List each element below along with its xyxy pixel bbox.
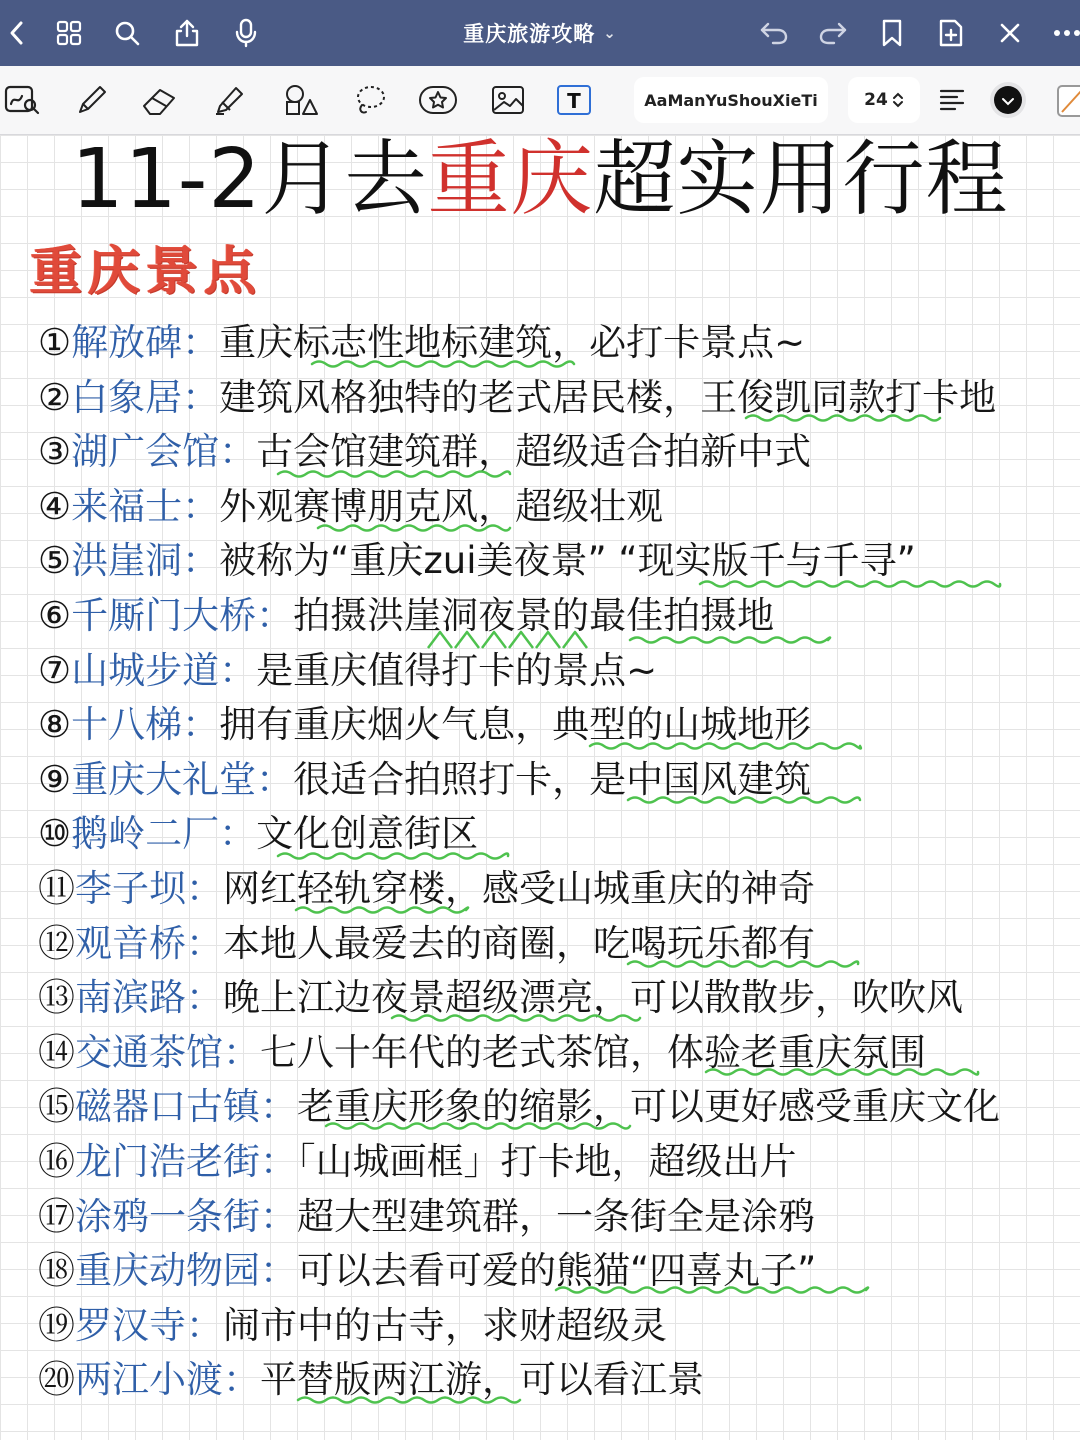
attraction-name: 湖广会馆 xyxy=(71,430,220,474)
attraction-name: 白象居 xyxy=(71,375,183,419)
item-number: ⑱ xyxy=(38,1249,75,1293)
colon-separator: ： xyxy=(182,484,220,528)
colon-separator: ： xyxy=(182,375,220,419)
wavy-underline xyxy=(326,1124,630,1129)
attraction-name: 千厮门大桥 xyxy=(71,593,257,637)
attraction-name: 龙门浩老街 xyxy=(75,1139,260,1183)
attraction-name: 观音桥 xyxy=(75,921,186,965)
colon-separator: ： xyxy=(219,648,257,692)
colon-separator: ： xyxy=(186,921,223,965)
attraction-name: 两江小渡 xyxy=(75,1358,223,1402)
section-title[interactable]: 重庆景点 xyxy=(30,242,263,302)
attraction-description: 晚上江边夜景超级漂亮，可以散散步，吹吹风 xyxy=(223,976,963,1020)
colon-separator: ： xyxy=(182,539,220,583)
item-number: ⑮ xyxy=(38,1085,75,1129)
attraction-description: 平替版两江游，可以看江景 xyxy=(260,1358,704,1402)
attraction-description: 本地人最爱去的商圈，吃喝玩乐都有 xyxy=(223,921,815,965)
item-number: ⑬ xyxy=(38,976,75,1020)
attraction-name: 重庆大礼堂 xyxy=(71,757,257,801)
attraction-description: 古会馆建筑群，超级适合拍新中式 xyxy=(256,430,812,474)
triangle-doodle xyxy=(536,632,560,648)
attraction-description: 是重庆值得打卡的景点~ xyxy=(256,648,658,692)
attraction-name: 来福士 xyxy=(71,484,183,528)
wavy-underline xyxy=(556,1288,868,1293)
item-number: ⑥ xyxy=(38,593,72,637)
attraction-name: 解放碑 xyxy=(71,321,183,364)
item-number: ⑫ xyxy=(38,921,75,965)
heading-part-3: 超实用行程 xyxy=(593,132,1009,227)
attraction-name: 交通茶馆 xyxy=(75,1030,223,1074)
wavy-underline xyxy=(628,798,860,803)
wavy-underline xyxy=(392,1016,640,1021)
colon-separator: ： xyxy=(260,1194,297,1238)
colon-separator: ： xyxy=(260,1249,297,1293)
wavy-underline xyxy=(700,582,1000,587)
colon-separator: ： xyxy=(223,1358,260,1402)
item-number: ⑰ xyxy=(38,1194,75,1238)
colon-separator: ： xyxy=(186,1303,223,1347)
attraction-name: 南滨路 xyxy=(75,976,186,1020)
item-number: ① xyxy=(38,321,72,364)
colon-separator: ： xyxy=(186,866,223,910)
item-number: ⑧ xyxy=(38,703,72,747)
attraction-description: 「山城画框」打卡地，超级出片 xyxy=(297,1139,797,1183)
triangle-doodle xyxy=(428,632,452,648)
item-number: ⑳ xyxy=(38,1358,75,1402)
wavy-underline xyxy=(298,1398,520,1403)
attraction-name: 洪崖洞 xyxy=(71,539,183,583)
wavy-underline xyxy=(278,472,510,477)
attraction-description: 拍摄洪崖洞夜景的最佳拍摄地 xyxy=(293,593,775,637)
attraction-description: 被称为“重庆zui美夜景” “现实版千与千寻” xyxy=(219,539,916,583)
wavy-underline xyxy=(312,362,574,367)
heading-part-1: 11-2月去 xyxy=(71,132,428,227)
item-number: ⑯ xyxy=(38,1139,75,1183)
colon-separator: ： xyxy=(219,812,257,856)
attraction-description: 网红轻轨穿楼，感受山城重庆的神奇 xyxy=(223,866,815,910)
item-number: ⑦ xyxy=(38,648,72,692)
colon-separator: ： xyxy=(256,593,294,637)
attraction-description: 外观赛博朋克风，超级壮观 xyxy=(219,484,664,528)
attraction-name: 磁器口古镇 xyxy=(75,1085,260,1129)
wavy-underline xyxy=(296,908,468,913)
item-number: ⑨ xyxy=(38,757,72,801)
item-number: ⑪ xyxy=(38,866,75,910)
font-size-label: 24 xyxy=(864,90,888,110)
attraction-description: 重庆标志性地标建筑，必打卡景点~ xyxy=(219,321,806,364)
attraction-description: 老重庆形象的缩影，可以更好感受重庆文化 xyxy=(297,1085,1000,1129)
chevron-down-icon[interactable]: ⌄ xyxy=(603,24,617,42)
item-number: ③ xyxy=(38,430,72,474)
colon-separator: ： xyxy=(186,976,223,1020)
wavy-underline xyxy=(630,638,830,643)
triangle-doodle xyxy=(509,632,533,648)
item-number: ② xyxy=(38,375,72,419)
triangle-doodle xyxy=(482,632,506,648)
triangle-doodle xyxy=(455,632,479,648)
attraction-name: 山城步道 xyxy=(71,648,220,692)
attraction-description: 很适合拍照打卡，是中国风建筑 xyxy=(293,757,812,801)
attraction-description: 建筑风格独特的老式居民楼，王俊凯同款打卡地 xyxy=(219,375,997,419)
attraction-name: 鹅岭二厂 xyxy=(71,812,220,856)
wavy-underline xyxy=(628,962,858,967)
attraction-name: 涂鸦一条街 xyxy=(75,1194,260,1238)
document-title-text[interactable]: 重庆旅游攻略 xyxy=(463,22,596,46)
colon-separator: ： xyxy=(223,1030,260,1074)
wavy-underline xyxy=(278,854,508,859)
item-number: ⑤ xyxy=(38,539,72,583)
item-number: ⑲ xyxy=(38,1303,75,1347)
attraction-description: 闹市中的古寺，求财超级灵 xyxy=(223,1303,667,1347)
heading-part-2: 重庆 xyxy=(427,132,594,227)
wavy-underline xyxy=(706,1070,978,1075)
wavy-underline xyxy=(590,744,861,749)
font-name-label: AaManYuShouXieTi xyxy=(644,90,818,110)
attraction-name: 罗汉寺 xyxy=(75,1303,186,1347)
attraction-name: 十八梯 xyxy=(71,703,183,747)
item-number: ⑭ xyxy=(38,1030,75,1074)
item-number: ⑩ xyxy=(38,812,72,856)
colon-separator: ： xyxy=(182,321,220,364)
colon-separator: ： xyxy=(256,757,294,801)
attraction-description: 可以去看可爱的熊猫“四喜丸子” xyxy=(297,1249,817,1293)
wavy-underline xyxy=(746,416,940,421)
attraction-name: 李子坝 xyxy=(75,866,186,910)
colon-separator: ： xyxy=(260,1085,297,1129)
attraction-description: 文化创意街区 xyxy=(256,812,479,856)
attraction-description: 超大型建筑群，一条街全是涂鸦 xyxy=(297,1194,815,1238)
attraction-description: 拥有重庆烟火气息，典型的山城地形 xyxy=(219,703,812,747)
item-number: ④ xyxy=(38,484,72,528)
colon-separator: ： xyxy=(219,430,257,474)
svg-text:T: T xyxy=(567,89,581,113)
colon-separator: ： xyxy=(260,1139,297,1183)
colon-separator: ： xyxy=(182,703,220,747)
wavy-underline xyxy=(318,526,510,531)
attraction-name: 重庆动物园 xyxy=(75,1249,260,1293)
attraction-description: 七八十年代的老式茶馆，体验老重庆氛围 xyxy=(260,1030,926,1074)
triangle-doodle xyxy=(563,632,587,648)
